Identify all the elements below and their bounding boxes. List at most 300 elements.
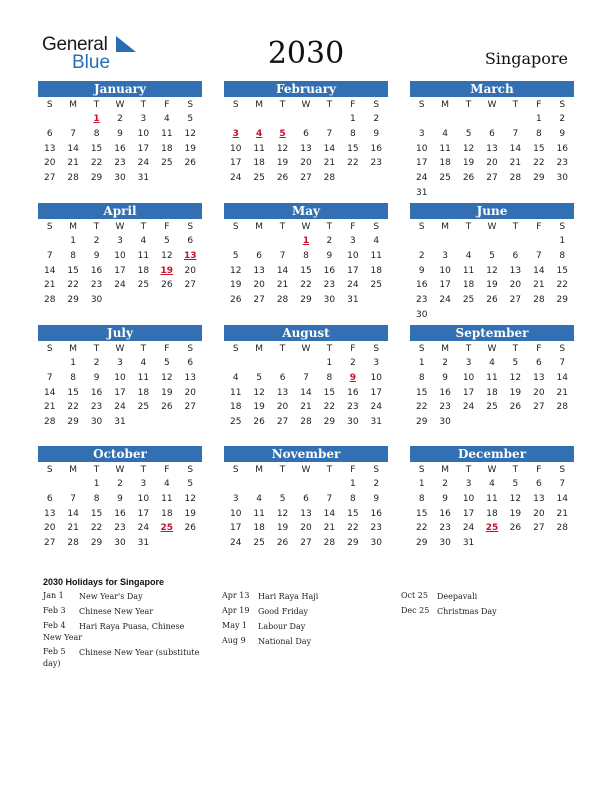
day-cell: 30 bbox=[439, 538, 451, 549]
day-cell: 19 bbox=[253, 402, 265, 413]
day-cell bbox=[318, 112, 341, 127]
day-cell: 21 bbox=[533, 280, 545, 291]
day-cell: 12 bbox=[184, 128, 196, 139]
day-cell: 31 bbox=[114, 417, 126, 428]
day-cell: 21 bbox=[509, 158, 522, 169]
month-april bbox=[38, 203, 202, 308]
week-row bbox=[224, 521, 388, 536]
month-header: November bbox=[224, 446, 388, 462]
day-cell bbox=[155, 293, 178, 308]
holiday-day-cell: 25 bbox=[485, 523, 499, 534]
day-cell bbox=[433, 112, 456, 127]
holiday-date: Feb 4 bbox=[43, 621, 66, 630]
day-cell: 19 bbox=[276, 523, 289, 534]
week-row bbox=[224, 249, 388, 264]
day-cell: 10 bbox=[462, 493, 475, 504]
day-cell bbox=[551, 308, 574, 323]
weekday-label: M bbox=[69, 222, 78, 232]
day-cell: 5 bbox=[512, 358, 519, 368]
week-row bbox=[410, 507, 574, 522]
day-cell: 12 bbox=[276, 143, 289, 154]
day-cell bbox=[504, 234, 527, 249]
weekday-label: S bbox=[559, 465, 566, 475]
week-row bbox=[410, 415, 574, 430]
week-row bbox=[410, 536, 574, 551]
day-cell: 1 bbox=[93, 479, 100, 489]
day-cell: 31 bbox=[347, 295, 359, 306]
weekday-label: T bbox=[93, 465, 100, 475]
day-cell: 17 bbox=[415, 158, 428, 169]
day-cell: 7 bbox=[326, 128, 333, 139]
day-cell: 10 bbox=[229, 508, 242, 519]
day-cell: 9 bbox=[93, 372, 100, 383]
day-cell: 11 bbox=[486, 493, 498, 504]
month-header: June bbox=[410, 203, 574, 219]
weekday-label: S bbox=[232, 222, 239, 232]
weekday-label: S bbox=[373, 100, 380, 110]
day-cell: 21 bbox=[323, 158, 336, 169]
week-row bbox=[410, 386, 574, 401]
day-cell: 24 bbox=[229, 538, 242, 549]
day-cell: 13 bbox=[43, 143, 56, 154]
day-cell bbox=[155, 171, 178, 186]
day-cell: 8 bbox=[303, 250, 309, 261]
day-cell: 19 bbox=[184, 508, 196, 519]
weekday-label: T bbox=[326, 100, 333, 110]
month-may bbox=[224, 203, 388, 308]
day-cell: 10 bbox=[137, 128, 150, 139]
day-cell bbox=[132, 293, 155, 308]
day-cell: 8 bbox=[418, 372, 425, 383]
day-cell: 15 bbox=[347, 508, 359, 519]
day-cell: 12 bbox=[161, 372, 173, 383]
day-cell: 28 bbox=[323, 173, 336, 184]
day-cell: 24 bbox=[370, 402, 382, 413]
week-row bbox=[410, 308, 574, 323]
month-header: February bbox=[224, 81, 388, 97]
holiday-item bbox=[43, 591, 203, 602]
day-cell: 23 bbox=[370, 523, 382, 534]
weekday-label: T bbox=[279, 344, 286, 354]
day-cell: 3 bbox=[117, 236, 123, 246]
day-cell bbox=[318, 477, 341, 492]
month-august bbox=[224, 325, 388, 430]
weekday-label: W bbox=[115, 465, 125, 475]
weekday-label: F bbox=[536, 344, 542, 354]
day-cell: 29 bbox=[533, 173, 545, 184]
weekday-label: F bbox=[350, 100, 356, 110]
day-cell: 24 bbox=[462, 402, 475, 413]
day-cell: 12 bbox=[509, 493, 522, 504]
day-cell bbox=[224, 477, 247, 492]
day-cell: 30 bbox=[415, 309, 428, 320]
day-cell: 26 bbox=[229, 295, 242, 306]
day-cell: 29 bbox=[67, 295, 79, 306]
weekday-label: S bbox=[559, 344, 566, 354]
day-cell: 21 bbox=[67, 523, 79, 534]
day-cell: 6 bbox=[303, 493, 309, 504]
day-cell bbox=[527, 536, 550, 551]
day-cell bbox=[247, 356, 270, 371]
day-cell bbox=[433, 308, 456, 323]
holidays-column bbox=[43, 591, 203, 673]
weekday-label: W bbox=[301, 344, 311, 354]
weekday-row bbox=[38, 463, 202, 477]
day-cell: 26 bbox=[509, 402, 522, 413]
day-cell bbox=[551, 415, 574, 430]
day-cell: 3 bbox=[117, 358, 123, 368]
day-cell: 4 bbox=[163, 479, 170, 489]
day-cell: 16 bbox=[347, 387, 359, 398]
weekday-label: M bbox=[255, 344, 264, 354]
holiday-item bbox=[43, 606, 203, 617]
weekday-label: M bbox=[255, 222, 264, 232]
day-cell: 21 bbox=[43, 402, 56, 413]
day-cell: 7 bbox=[512, 128, 519, 139]
week-row bbox=[224, 477, 388, 492]
day-cell: 17 bbox=[439, 280, 451, 291]
day-cell: 5 bbox=[279, 493, 286, 504]
day-cell: 1 bbox=[535, 114, 542, 124]
week-row bbox=[38, 264, 202, 279]
day-cell: 27 bbox=[43, 538, 56, 549]
day-cell: 16 bbox=[370, 508, 382, 519]
day-cell: 2 bbox=[93, 236, 100, 246]
holidays-title: 2030 Holidays for Singapore bbox=[43, 577, 165, 587]
day-cell: 23 bbox=[114, 523, 126, 534]
holiday-name: Hari Raya Puasa, Chinese New Year bbox=[43, 622, 185, 642]
weekday-label: M bbox=[69, 344, 78, 354]
day-cell: 13 bbox=[253, 265, 265, 276]
day-cell: 25 bbox=[229, 417, 242, 428]
day-cell: 7 bbox=[559, 479, 566, 489]
day-cell: 30 bbox=[347, 417, 359, 428]
day-cell bbox=[38, 112, 61, 127]
weekday-label: W bbox=[301, 222, 311, 232]
day-cell: 9 bbox=[117, 128, 123, 139]
day-cell: 23 bbox=[439, 523, 451, 534]
weekday-label: T bbox=[465, 465, 472, 475]
day-cell: 28 bbox=[556, 523, 568, 534]
weekday-label: W bbox=[487, 344, 497, 354]
day-cell bbox=[247, 477, 270, 492]
day-cell: 27 bbox=[300, 173, 312, 184]
weekday-label: T bbox=[140, 465, 147, 475]
day-cell bbox=[38, 234, 61, 249]
day-cell: 24 bbox=[347, 280, 359, 291]
day-cell: 3 bbox=[140, 479, 147, 489]
holiday-item bbox=[222, 591, 382, 602]
holiday-name: Deepavali bbox=[437, 592, 478, 601]
day-cell: 8 bbox=[418, 493, 425, 504]
day-cell: 19 bbox=[462, 158, 475, 169]
week-row bbox=[38, 171, 202, 186]
day-cell: 13 bbox=[533, 493, 545, 504]
week-row bbox=[38, 371, 202, 386]
day-cell: 3 bbox=[442, 250, 448, 261]
day-cell: 17 bbox=[114, 265, 126, 276]
week-row bbox=[38, 386, 202, 401]
week-row bbox=[224, 356, 388, 371]
day-cell: 27 bbox=[43, 173, 56, 184]
day-cell: 26 bbox=[509, 523, 522, 534]
day-cell: 10 bbox=[114, 372, 126, 383]
day-cell: 12 bbox=[229, 265, 242, 276]
week-row bbox=[38, 249, 202, 264]
week-row bbox=[224, 536, 388, 551]
day-cell: 8 bbox=[93, 493, 100, 504]
day-cell bbox=[480, 415, 503, 430]
day-cell bbox=[294, 477, 317, 492]
day-cell: 20 bbox=[509, 280, 522, 291]
day-cell: 7 bbox=[46, 372, 53, 383]
week-row bbox=[410, 264, 574, 279]
day-cell: 26 bbox=[161, 280, 173, 291]
weekday-label: W bbox=[487, 222, 497, 232]
day-cell: 4 bbox=[442, 128, 448, 139]
day-cell: 16 bbox=[556, 143, 568, 154]
day-cell: 16 bbox=[90, 265, 103, 276]
day-cell: 2 bbox=[373, 114, 380, 124]
day-cell: 2 bbox=[326, 236, 333, 246]
day-cell: 17 bbox=[370, 387, 382, 398]
day-cell: 15 bbox=[347, 143, 359, 154]
weekday-label: T bbox=[140, 344, 147, 354]
day-cell: 5 bbox=[512, 479, 519, 489]
day-cell: 12 bbox=[509, 372, 522, 383]
day-cell: 16 bbox=[114, 143, 126, 154]
weekday-label: T bbox=[512, 222, 519, 232]
weekday-row bbox=[410, 342, 574, 356]
week-row bbox=[410, 521, 574, 536]
day-cell bbox=[61, 112, 84, 127]
weekday-label: S bbox=[187, 344, 194, 354]
weekday-label: T bbox=[279, 465, 286, 475]
day-cell: 12 bbox=[184, 493, 196, 504]
weekday-label: S bbox=[187, 465, 194, 475]
day-cell bbox=[551, 186, 574, 201]
day-cell: 29 bbox=[347, 538, 359, 549]
day-cell: 7 bbox=[326, 493, 333, 504]
holiday-date: Apr 19 bbox=[222, 606, 250, 615]
day-cell: 24 bbox=[137, 158, 150, 169]
week-row bbox=[224, 492, 388, 507]
day-cell: 27 bbox=[486, 173, 498, 184]
day-cell: 3 bbox=[140, 114, 147, 124]
day-cell: 1 bbox=[70, 236, 76, 246]
day-cell: 18 bbox=[253, 158, 265, 169]
day-cell: 27 bbox=[533, 402, 545, 413]
day-cell: 29 bbox=[415, 417, 428, 428]
day-cell: 8 bbox=[326, 372, 333, 383]
weekday-label: T bbox=[93, 222, 100, 232]
day-cell: 18 bbox=[161, 508, 173, 519]
day-cell: 4 bbox=[163, 114, 170, 124]
day-cell: 16 bbox=[323, 265, 336, 276]
month-december bbox=[410, 446, 574, 551]
day-cell: 18 bbox=[161, 143, 173, 154]
week-row bbox=[224, 386, 388, 401]
weekday-label: M bbox=[255, 100, 264, 110]
day-cell bbox=[294, 112, 317, 127]
week-row bbox=[224, 156, 388, 171]
day-cell: 4 bbox=[489, 358, 495, 368]
day-cell: 4 bbox=[465, 250, 472, 261]
day-cell bbox=[224, 356, 247, 371]
weekday-label: T bbox=[279, 222, 286, 232]
weekday-label: T bbox=[512, 465, 519, 475]
week-row bbox=[224, 415, 388, 430]
holiday-name: National Day bbox=[258, 637, 312, 646]
day-cell: 17 bbox=[347, 265, 359, 276]
holiday-day-cell: 19 bbox=[160, 265, 174, 276]
day-cell: 16 bbox=[370, 143, 382, 154]
day-cell: 1 bbox=[349, 479, 356, 489]
week-row bbox=[410, 186, 574, 201]
day-cell bbox=[247, 112, 270, 127]
day-cell: 9 bbox=[373, 493, 380, 504]
holiday-date: May 1 bbox=[222, 621, 248, 630]
day-cell: 22 bbox=[556, 280, 568, 291]
day-cell bbox=[38, 356, 61, 371]
day-cell: 20 bbox=[43, 158, 56, 169]
week-row bbox=[224, 507, 388, 522]
day-cell: 7 bbox=[46, 250, 53, 261]
weekday-label: S bbox=[187, 100, 194, 110]
week-row bbox=[224, 142, 388, 157]
day-cell: 15 bbox=[556, 265, 568, 276]
weekday-label: S bbox=[418, 100, 425, 110]
day-cell: 10 bbox=[415, 143, 428, 154]
month-header: August bbox=[224, 325, 388, 341]
weekday-row bbox=[224, 220, 388, 234]
week-row bbox=[224, 264, 388, 279]
day-cell: 19 bbox=[509, 508, 522, 519]
day-cell: 21 bbox=[43, 280, 56, 291]
holiday-date: Feb 5 bbox=[43, 647, 66, 656]
day-cell: 3 bbox=[465, 479, 472, 489]
day-cell: 29 bbox=[300, 295, 312, 306]
day-cell: 14 bbox=[67, 508, 79, 519]
day-cell bbox=[527, 308, 550, 323]
day-cell: 28 bbox=[67, 538, 79, 549]
day-cell: 29 bbox=[415, 538, 428, 549]
day-cell: 25 bbox=[253, 538, 265, 549]
week-row bbox=[410, 112, 574, 127]
week-row bbox=[224, 400, 388, 415]
day-cell: 6 bbox=[187, 358, 194, 368]
weekday-label: F bbox=[164, 344, 170, 354]
day-cell: 28 bbox=[43, 417, 56, 428]
day-cell: 15 bbox=[90, 143, 103, 154]
month-header: March bbox=[410, 81, 574, 97]
holiday-item bbox=[222, 636, 382, 647]
weekday-label: T bbox=[465, 344, 472, 354]
day-cell: 2 bbox=[93, 358, 100, 368]
weekday-row bbox=[410, 98, 574, 112]
day-cell: 11 bbox=[370, 250, 382, 261]
day-cell: 31 bbox=[462, 538, 475, 549]
day-cell bbox=[480, 234, 503, 249]
holiday-day-cell: 13 bbox=[183, 250, 197, 261]
day-cell: 10 bbox=[347, 250, 359, 261]
day-cell: 26 bbox=[184, 523, 196, 534]
holiday-date: Oct 25 bbox=[401, 591, 428, 600]
day-cell: 8 bbox=[559, 250, 566, 261]
day-cell: 9 bbox=[117, 493, 123, 504]
weekday-label: M bbox=[441, 222, 450, 232]
weekday-label: M bbox=[69, 465, 78, 475]
day-cell: 1 bbox=[349, 114, 356, 124]
day-cell: 27 bbox=[184, 280, 196, 291]
day-cell: 13 bbox=[533, 372, 545, 383]
week-row bbox=[410, 278, 574, 293]
day-cell: 16 bbox=[439, 508, 451, 519]
weekday-label: T bbox=[93, 344, 100, 354]
day-cell: 12 bbox=[253, 387, 265, 398]
day-cell: 11 bbox=[137, 372, 150, 383]
day-cell: 14 bbox=[43, 387, 56, 398]
day-cell: 10 bbox=[229, 143, 242, 154]
day-cell bbox=[480, 186, 503, 201]
day-cell: 9 bbox=[418, 265, 425, 276]
day-cell: 2 bbox=[442, 358, 448, 368]
day-cell: 27 bbox=[533, 523, 545, 534]
weekday-label: T bbox=[140, 100, 147, 110]
day-cell bbox=[457, 308, 480, 323]
day-cell: 20 bbox=[253, 280, 265, 291]
day-cell: 22 bbox=[90, 158, 103, 169]
month-february bbox=[224, 81, 388, 186]
day-cell: 13 bbox=[486, 143, 498, 154]
day-cell: 14 bbox=[300, 387, 312, 398]
holiday-day-cell: 1 bbox=[302, 236, 310, 246]
day-cell: 20 bbox=[43, 523, 56, 534]
week-row bbox=[224, 293, 388, 308]
day-cell: 23 bbox=[323, 280, 336, 291]
day-cell: 24 bbox=[114, 280, 126, 291]
day-cell: 17 bbox=[114, 387, 126, 398]
holiday-name: Chinese New Year bbox=[79, 607, 154, 616]
day-cell: 2 bbox=[349, 358, 356, 368]
page-title-year: 2030 bbox=[267, 36, 345, 71]
weekday-label: F bbox=[350, 465, 356, 475]
day-cell: 24 bbox=[229, 173, 242, 184]
day-cell: 22 bbox=[347, 158, 359, 169]
week-row bbox=[410, 400, 574, 415]
weekday-label: T bbox=[512, 344, 519, 354]
weekday-label: F bbox=[536, 465, 542, 475]
day-cell: 26 bbox=[184, 158, 196, 169]
weekday-label: S bbox=[46, 344, 53, 354]
day-cell: 11 bbox=[253, 508, 265, 519]
week-row bbox=[38, 521, 202, 536]
day-cell bbox=[61, 477, 84, 492]
week-row bbox=[224, 371, 388, 386]
day-cell: 24 bbox=[415, 173, 428, 184]
day-cell: 8 bbox=[535, 128, 542, 139]
week-row bbox=[410, 127, 574, 142]
day-cell bbox=[457, 112, 480, 127]
week-row bbox=[224, 127, 388, 142]
day-cell: 6 bbox=[46, 128, 53, 139]
day-cell: 20 bbox=[300, 158, 312, 169]
day-cell: 20 bbox=[533, 387, 545, 398]
day-cell: 10 bbox=[370, 372, 382, 383]
day-cell: 17 bbox=[229, 158, 242, 169]
day-cell: 20 bbox=[184, 387, 196, 398]
day-cell: 8 bbox=[349, 128, 356, 139]
